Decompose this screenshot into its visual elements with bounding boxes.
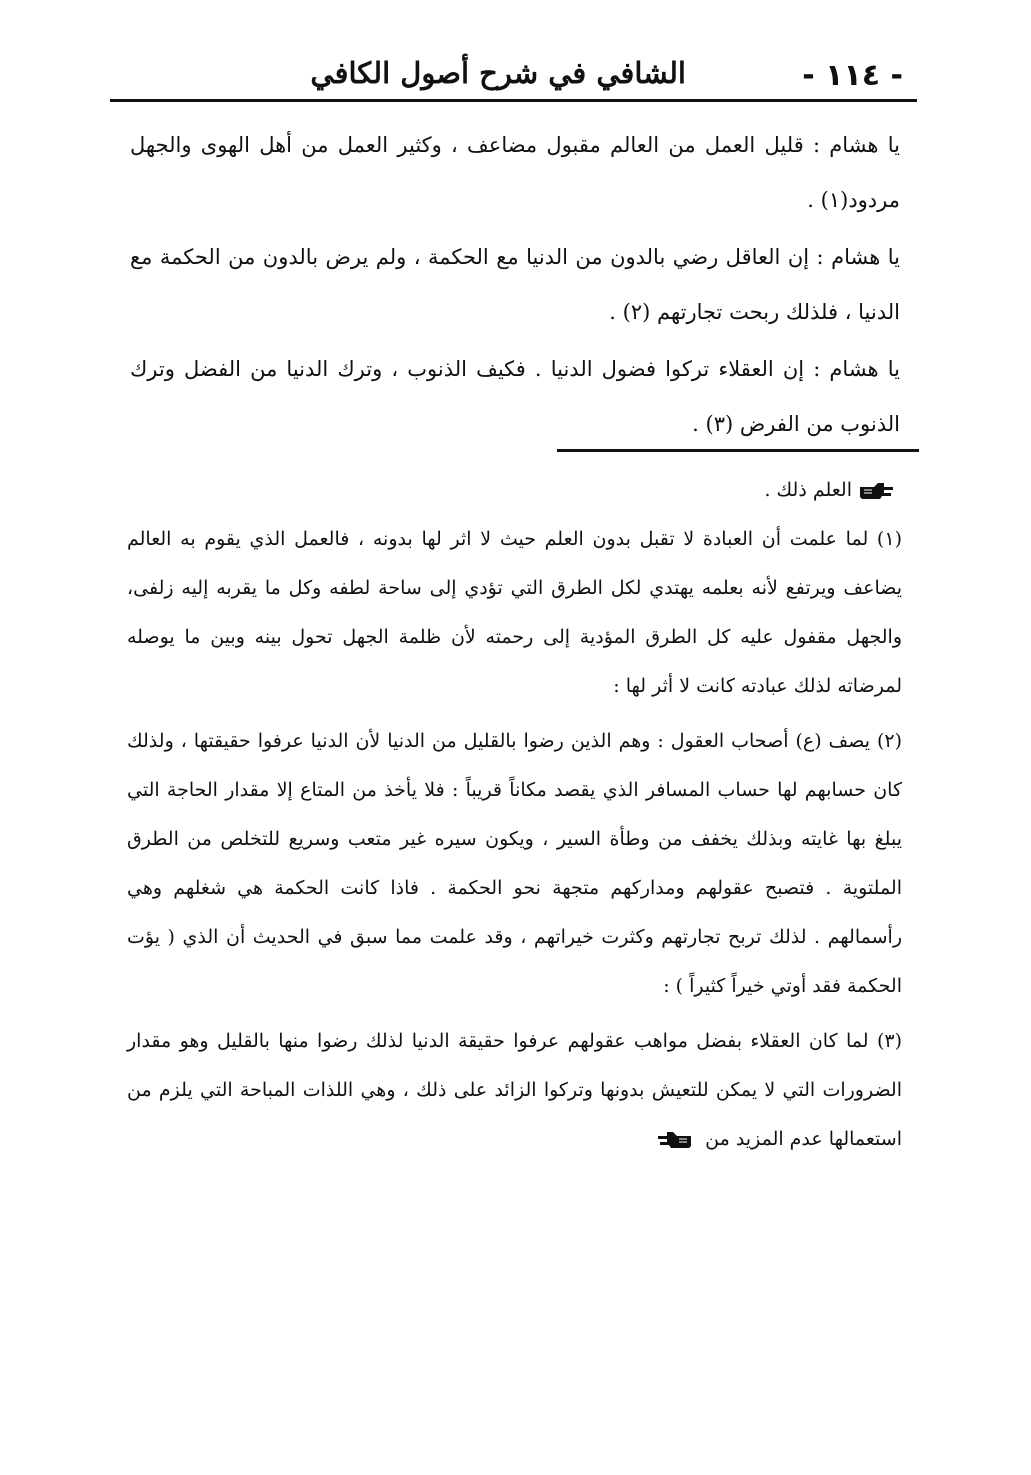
footnotes-divider xyxy=(557,449,919,452)
header-divider xyxy=(110,99,917,102)
main-paragraph: يا هشام : إن العاقل رضي بالدون من الدنيا مع الحكمة ، ولم يرض بالدون من الحكمة مع الدنيا ، فلذلك ربحت تجارتهم (٢) . xyxy=(130,245,900,324)
footnote-2: (٢) يصف (ع) أصحاب العقول : وهم الذين رضوا بالقليل من الدنيا لأن الدنيا عرفوا حقيقتها ، ولذلك كان حسابهم لها حساب المسافر الذي يقصد مكاناً قريباً : فلا يأخذ من المتاع إلا مقدار الحاجة التي يبلغ بها غايته وبذلك يخفف من وطأة السير ، ويكون سيره غير متعب وسريع للتخلص من الطرق الملتوية . فتصبح عقولهم ومداركهم متجهة نحو الحكمة . فاذا كانت الحكمة هي شغلهم وهي رأسمالهم . لذلك تربح تجارتهم وكثرت خيراتهم ، وقد علمت مما سبق في الحديث أن الذي ( يؤت الحكمة فقد أوتي خيراً كثيراً ) : xyxy=(127,730,903,997)
footnote-3-text: (٣) لما كان العقلاء بفضل مواهب عقولهم عرفوا حقيقة الدنيا لذلك رضوا منها بالقليل وهو مقدار الضرورات التي لا يمكن للتعيش بدونها وتركوا الزائد على ذلك ، وهي اللذات المباحة التي يلزم من استعمالها عدم المزيد من xyxy=(127,1030,902,1150)
running-title: الشافي في شرح أصول الكافي xyxy=(310,56,686,90)
main-text xyxy=(130,118,900,454)
footnote-3 xyxy=(127,1017,902,1164)
footnote-1: (١) لما علمت أن العبادة لا تقبل بدون العلم حيث لا اثر لها بدونه ، فالعمل الذي يقوم به العالم يضاعف ويرتفع لأنه بعلمه يهتدي لكل الطرق التي تؤدي إلى ساحة لطفه وكل ما يقربه إليه زلفى، والجهل مقفول عليه كل الطرق المؤدية إلى رحمته لأن ظلمة الجهل تحول بينه وبين ما يوصله لمرضاته لذلك عبادته كانت لا أثر لها : xyxy=(127,528,902,697)
page-header xyxy=(110,50,921,96)
footnote-continuation-text: العلم ذلك . xyxy=(764,479,852,501)
main-paragraph: يا هشام : إن العقلاء تركوا فضول الدنيا . فكيف الذنوب ، وترك الدنيا من الفضل وترك الذنوب من الفرض (٣) . xyxy=(130,357,900,436)
pointing-hand-icon xyxy=(858,481,896,501)
page-number: - ١١٤ - xyxy=(802,58,903,93)
main-paragraph: يا هشام : قليل العمل من العالم مقبول مضاعف ، وكثير العمل من أهل الهوى والجهل مردود(١) . xyxy=(130,133,900,212)
footnotes xyxy=(127,466,902,1170)
footnote-continuation xyxy=(127,466,902,515)
pointing-hand-icon xyxy=(655,1130,693,1150)
